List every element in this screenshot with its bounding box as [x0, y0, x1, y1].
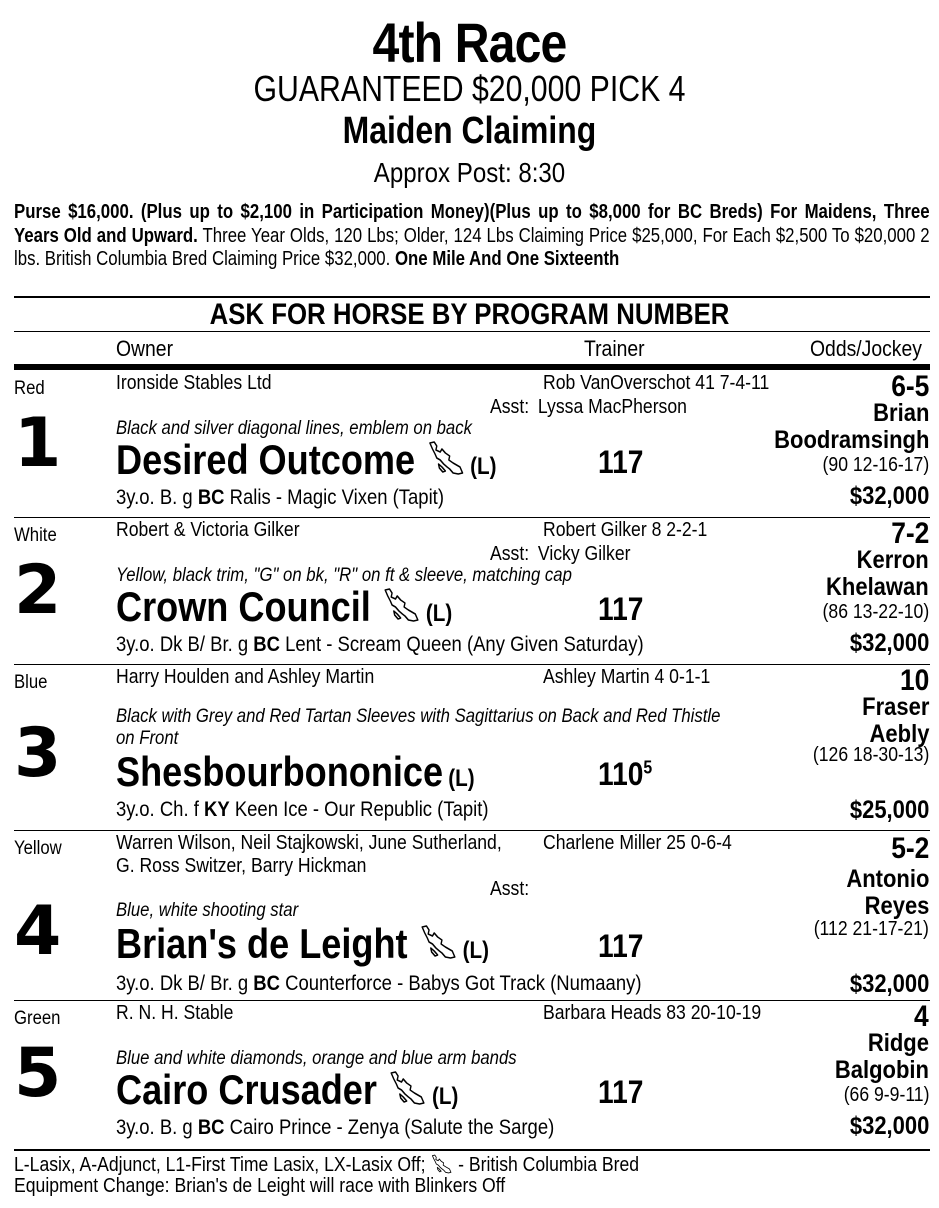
- owner-name: Ironside Stables Ltd: [116, 372, 272, 394]
- jockey-stats: (90 12-16-17): [822, 454, 929, 476]
- silks-description: Blue, white shooting star: [116, 900, 299, 921]
- morning-line-odds: 4: [914, 1000, 929, 1033]
- saddle-cloth-color: Yellow: [14, 838, 62, 859]
- post-time: Approx Post: 8:30: [373, 157, 566, 188]
- morning-line-odds: 7-2: [890, 517, 929, 550]
- trainer-name: Rob VanOverschot 41 7-4-11: [543, 372, 770, 394]
- horse-name: Desired Outcome (L): [116, 436, 497, 483]
- breeding: 3y.o. Ch. f KY Keen Ice - Our Republic (Tapit): [116, 798, 489, 821]
- owner-name: Warren Wilson, Neil Stajkowski, June Sutherland, G. Ross Switzer, Barry Hickman: [116, 832, 502, 877]
- bc-map-icon: [430, 1154, 453, 1174]
- silks-description: Black and silver diagonal lines, emblem on back: [116, 418, 472, 439]
- conditions-bold-1: Purse $16,000. (Plus up to $2,100 in Participation Money)(Plus up to $8,000 for BC Breds) For Maidens, Three Years Old and Upward.: [14, 201, 930, 247]
- jockey-name: Brian Boodramsingh: [773, 399, 929, 454]
- claiming-price: $25,000: [849, 796, 929, 824]
- odds-jockey-column-header: Odds/Jockey: [810, 336, 922, 361]
- program-number: 1: [14, 404, 62, 483]
- legend-codes: L-Lasix, A-Adjunct, L1-First Time Lasix, LX-Lasix Off;: [14, 1154, 431, 1176]
- race-type: Maiden Claiming: [342, 110, 597, 152]
- conditions-text: Three Year Olds, 120 Lbs; Older, 124 Lbs Claiming Price $25,000, For Each $2,500 To $20,000 2 lbs. British Columbia Bred Claiming Price $32,000.: [14, 224, 930, 270]
- program-number: 4: [14, 892, 62, 971]
- program-number: 5: [14, 1034, 62, 1113]
- claiming-price: $32,000: [849, 1112, 929, 1140]
- trainer-name: Charlene Miller 25 0-6-4: [543, 832, 732, 854]
- bc-map-icon: [389, 1070, 427, 1106]
- trainer-name: Barbara Heads 83 20-10-19: [543, 1002, 762, 1024]
- horse-name: Shesbourbononice (L): [116, 748, 475, 795]
- assistant-trainer: Asst: Vicky Gilker: [490, 543, 631, 565]
- breeding: 3y.o. B. g BC Ralis - Magic Vixen (Tapit): [116, 486, 444, 509]
- silks-description: Blue and white diamonds, orange and blue arm bands: [116, 1048, 517, 1069]
- assistant-trainer: Asst:: [490, 878, 530, 900]
- weight: 117: [598, 1074, 644, 1110]
- program-number: 3: [14, 714, 62, 793]
- divider: [14, 331, 930, 332]
- morning-line-odds: 5-2: [890, 832, 929, 865]
- horse-name: Cairo Crusader (L): [116, 1066, 459, 1113]
- jockey-stats: (126 18-30-13): [812, 744, 929, 766]
- assistant-trainer: Asst: Lyssa MacPherson: [490, 396, 687, 418]
- trainer-name: Ashley Martin 4 0-1-1: [543, 666, 711, 688]
- jockey-name: Antonio Reyes: [845, 865, 929, 920]
- trainer-column-header: Trainer: [584, 336, 645, 361]
- breeding: 3y.o. Dk B/ Br. g BC Counterforce - Babys Got Track (Numaany): [116, 972, 642, 995]
- owner-name: R. N. H. Stable: [116, 1002, 234, 1024]
- weight: 117: [598, 928, 644, 964]
- entry-row: [0, 830, 939, 1000]
- owner-name: Robert & Victoria Gilker: [116, 519, 300, 541]
- entry-row: [0, 664, 939, 830]
- conditions-distance: One Mile And One Sixteenth: [394, 248, 620, 270]
- program-number: 2: [14, 551, 62, 630]
- claiming-price: $32,000: [849, 629, 929, 657]
- bc-map-icon: [420, 924, 458, 960]
- race-conditions: [14, 201, 930, 272]
- saddle-cloth-color: Red: [14, 378, 45, 399]
- legend: [14, 1154, 639, 1197]
- divider: [14, 1149, 930, 1151]
- entry-row: [0, 1000, 939, 1149]
- owner-name: Harry Houlden and Ashley Martin: [116, 666, 375, 688]
- silks-description: Yellow, black trim, "G" on bk, "R" on ft & sleeve, matching cap: [116, 565, 572, 586]
- jockey-name: Kerron Khelawan: [826, 546, 929, 601]
- owner-column-header: Owner: [116, 336, 174, 361]
- saddle-cloth-color: Green: [14, 1008, 61, 1029]
- jockey-name: Fraser Aebly: [861, 693, 929, 748]
- jockey-stats: (66 9-9-11): [843, 1084, 929, 1106]
- horse-name: Brian's de Leight (L): [116, 920, 489, 967]
- bc-map-icon: [383, 587, 421, 623]
- legend-line-1: [14, 1154, 639, 1176]
- entry-row: [0, 517, 939, 664]
- program-number-banner: ASK FOR HORSE BY PROGRAM NUMBER: [209, 298, 730, 331]
- saddle-cloth-color: White: [14, 525, 57, 546]
- morning-line-odds: 10: [899, 664, 929, 697]
- jockey-stats: (86 13-22-10): [822, 601, 929, 623]
- jockey-name: Ridge Balgobin: [834, 1029, 929, 1084]
- morning-line-odds: 6-5: [890, 370, 929, 403]
- bc-map-icon: [427, 440, 465, 476]
- claiming-price: $32,000: [849, 970, 929, 998]
- silks-description: Black with Grey and Red Tartan Sleeves with Sagittarius on Back and Red Thistle on Front: [116, 706, 721, 749]
- breeding: 3y.o. B. g BC Cairo Prince - Zenya (Salute the Sarge): [116, 1116, 555, 1139]
- assistant-trainer: [490, 664, 499, 687]
- assistant-trainer: [490, 1026, 499, 1049]
- claiming-price: $32,000: [849, 482, 929, 510]
- trainer-name: Robert Gilker 8 2-2-1: [543, 519, 708, 541]
- weight: $110^5$: [598, 756, 653, 792]
- legend-bc-text: - British Columbia Bred: [453, 1154, 640, 1176]
- legend-line-2: Equipment Change: Brian's de Leight will race with Blinkers Off: [14, 1175, 506, 1197]
- breeding: 3y.o. Dk B/ Br. g BC Lent - Scream Queen (Any Given Saturday): [116, 633, 644, 656]
- weight: 117: [598, 444, 644, 480]
- horse-name: Crown Council (L): [116, 583, 453, 630]
- saddle-cloth-color: Blue: [14, 672, 48, 693]
- jockey-stats: (112 21-17-21): [813, 918, 929, 940]
- entry-row: [0, 370, 939, 517]
- weight: 117: [598, 591, 644, 627]
- wager-subtitle: GUARANTEED $20,000 PICK 4: [253, 68, 686, 109]
- race-title: 4th Race: [372, 11, 567, 74]
